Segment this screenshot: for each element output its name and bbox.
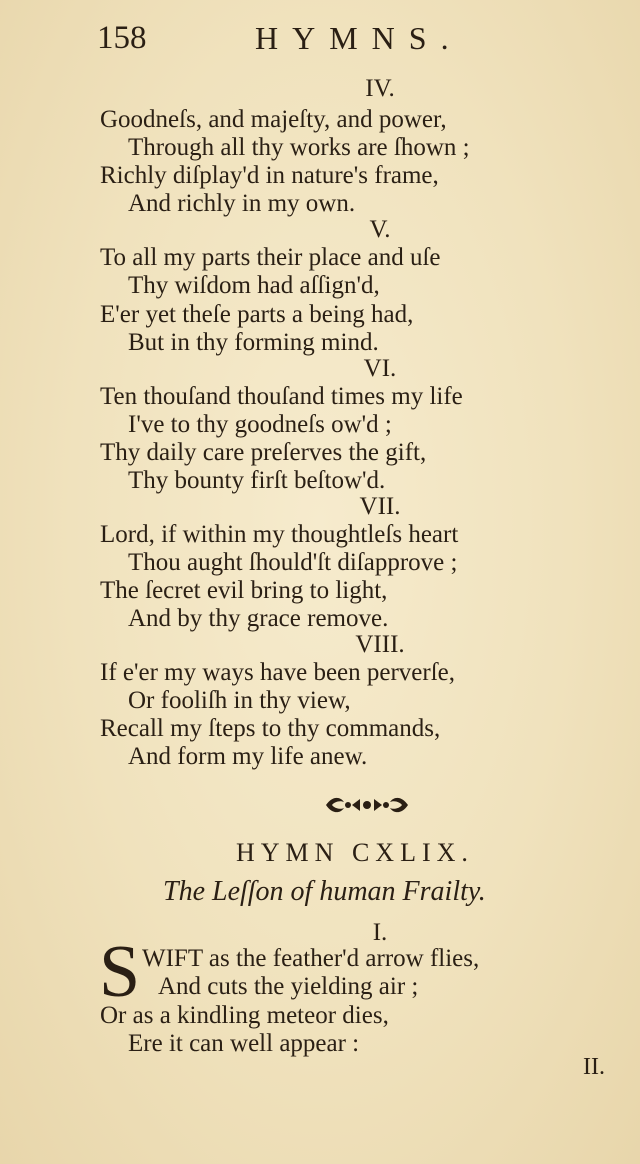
verse-line: Or as a kindling meteor dies, <box>100 1002 389 1029</box>
verse-line: To all my parts their place and uſe <box>100 244 441 271</box>
verse-line: The ſecret evil bring to light, <box>100 577 388 604</box>
fleuron-ornament-icon <box>322 790 412 820</box>
stanza-numeral: VI. <box>363 355 397 382</box>
stanza-numeral: VIII. <box>355 631 405 658</box>
verse-line: And cuts the yielding air ; <box>158 973 419 1000</box>
verse-line: And by thy grace remove. <box>128 605 389 632</box>
verse-line: Or fooliſh in thy view, <box>128 687 351 714</box>
verse-line: And form my life anew. <box>128 743 368 770</box>
hymn-title: HYMN CXLIX. <box>236 838 474 867</box>
hymn-subtitle: The Leſſon of human Frailty. <box>163 876 486 907</box>
running-head: HYMNS. <box>255 20 463 56</box>
verse-line: I've to thy goodneſs ow'd ; <box>128 411 392 438</box>
drop-cap: S <box>99 931 141 1013</box>
verse-line: Thou aught ſhould'ſt diſapprove ; <box>128 549 458 576</box>
verse-line: Richly diſplay'd in nature's frame, <box>100 162 439 189</box>
verse-line: If e'er my ways have been perverſe, <box>100 659 456 686</box>
verse-line: And richly in my own. <box>128 190 356 217</box>
verse-line: Ten thouſand thouſand times my life <box>100 383 463 410</box>
page-number: 158 <box>97 20 147 56</box>
stanza-numeral: I. <box>372 919 388 946</box>
verse-line: Goodneſs, and majeſty, and power, <box>100 106 447 133</box>
verse-line: Thy daily care preſerves the gift, <box>100 439 427 466</box>
stanza-numeral: IV. <box>365 75 395 102</box>
catchword: II. <box>583 1054 605 1080</box>
verse-line: E'er yet theſe parts a being had, <box>100 301 414 328</box>
verse-line: Thy wiſdom had aſſign'd, <box>128 272 380 299</box>
stanza-numeral: V. <box>369 216 391 243</box>
verse-line: Recall my ſteps to thy commands, <box>100 715 441 742</box>
verse-line: WIFT as the feather'd arrow flies, <box>142 945 480 972</box>
verse-line: Thy bounty firſt beſtow'd. <box>128 467 386 494</box>
verse-line: Ere it can well appear : <box>128 1030 360 1057</box>
verse-line: Through all thy works are ſhown ; <box>128 134 470 161</box>
stanza-numeral: VII. <box>359 493 401 520</box>
verse-line: But in thy forming mind. <box>128 329 379 356</box>
verse-line: Lord, if within my thoughtleſs heart <box>100 521 459 548</box>
